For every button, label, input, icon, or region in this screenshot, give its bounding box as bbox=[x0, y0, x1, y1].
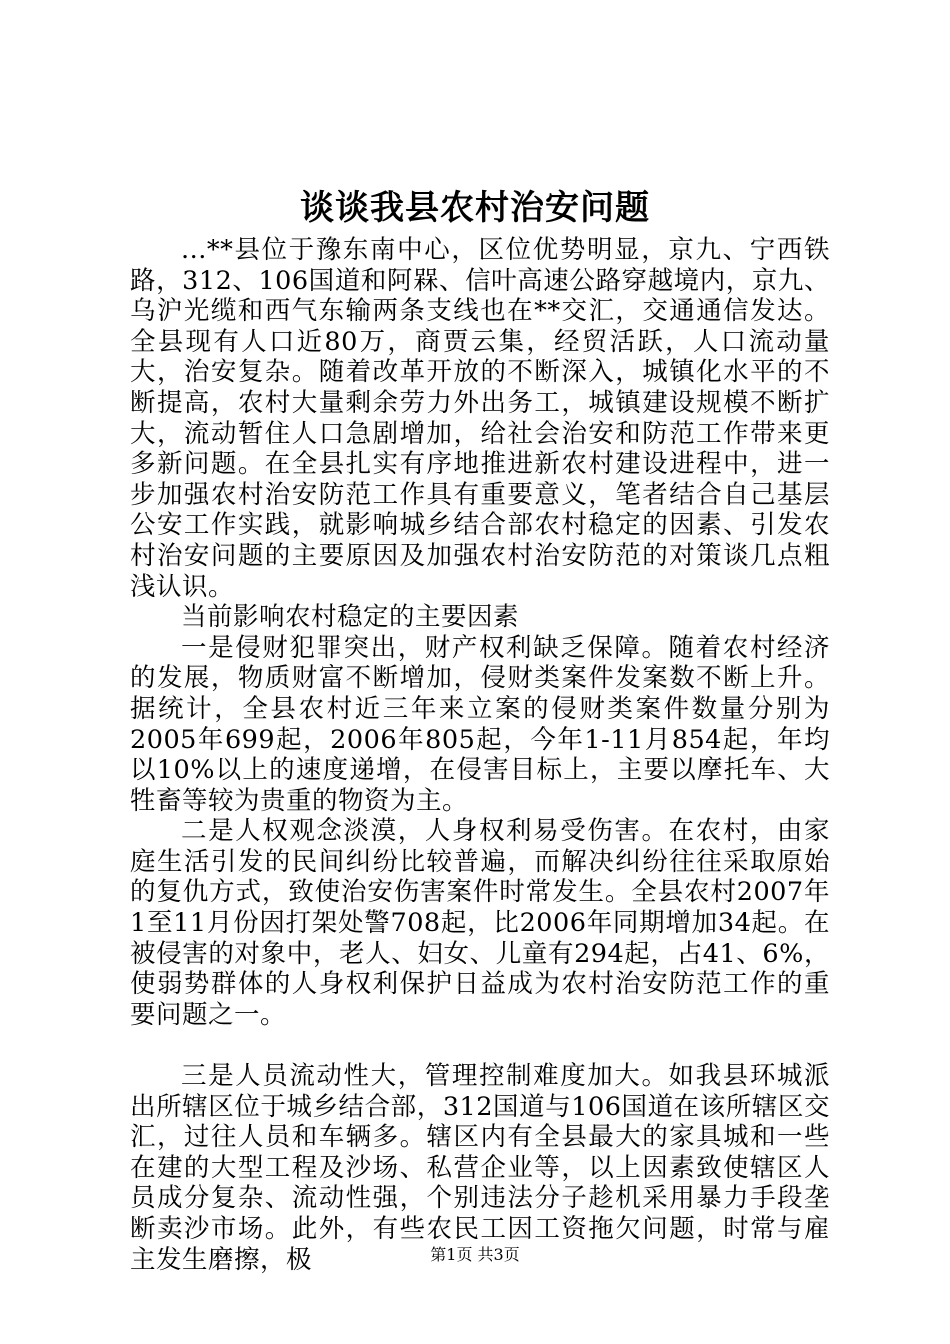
page-footer: 第1页 共3页 bbox=[430, 1245, 520, 1264]
paragraph-point-one: 一是侵财犯罪突出，财产权利缺乏保障。随着农村经济的发展，物质财富不断增加，侵财类案件发案数不断上升。据统计，全县农村近三年来立案的侵财类案件数量分别为2005年699起，2006年805起，今年1-11月854起，年均以10%以上的速度递增，在侵害目标上，主要以摩托车、大牲畜等较为贵重的物资为主。 bbox=[130, 632, 830, 816]
section-heading: 当前影响农村稳定的主要因素 bbox=[181, 602, 520, 633]
paragraph-intro: ...**县位于豫东南中心，区位优势明显，京九、宁西铁路，312、106国道和阿槑、信叶高速公路穿越境内，京九、乌沪光缆和西气东输两条支线也在**交汇，交通通信发达。全县现有人口近80万，商贾云集，经贸活跃，人口流动量大，治安复杂。随着改革开放的不断深入，城镇化水平的不断提高，农村大量剩余劳力外出务工，城镇建设规模不断扩大，流动暂住人口急剧增加，给社会治安和防范工作带来更多新问题。在全县扎实有序地推进新农村建设进程中，进一步加强农村治安防范工作具有重要意义，笔者结合自己基层公安工作实践，就影响城乡结合部农村稳定的因素、引发农村治安问题的主要原因及加强农村治安防范的对策谈几点粗浅认识。 bbox=[130, 235, 830, 602]
paragraph-point-two: 二是人权观念淡漠，人身权利易受伤害。在农村，由家庭生活引发的民间纠纷比较普遍，而解决纠纷往往采取原始的复仇方式，致使治安伤害案件时常发生。全县农村2007年1至11月份因打架处警708起，比2006年同期增加34起。在被侵害的对象中，老人、妇女、儿童有294起，占41、6%，使弱势群体的人身权利保护日益成为农村治安防范工作的重要问题之一。 bbox=[130, 816, 830, 1030]
paragraph-spacer bbox=[130, 1030, 830, 1061]
document-body bbox=[130, 235, 830, 1275]
paragraph-point-three: 三是人员流动性大，管理控制难度加大。如我县环城派出所辖区位于城乡结合部，312国道与106国道在该所辖区交汇，过往人员和车辆多。辖区内有全县最大的家具城和一些在建的大型工程及沙场、私营企业等，以上因素致使辖区人员成分复杂、流动性强，个别违法分子趁机采用暴力手段垄断卖沙市场。此外，有些农民工因工资拖欠问题，时常与雇主发生磨擦，极 bbox=[130, 1061, 830, 1275]
document-title: 谈谈我县农村治安问题 bbox=[300, 188, 650, 228]
